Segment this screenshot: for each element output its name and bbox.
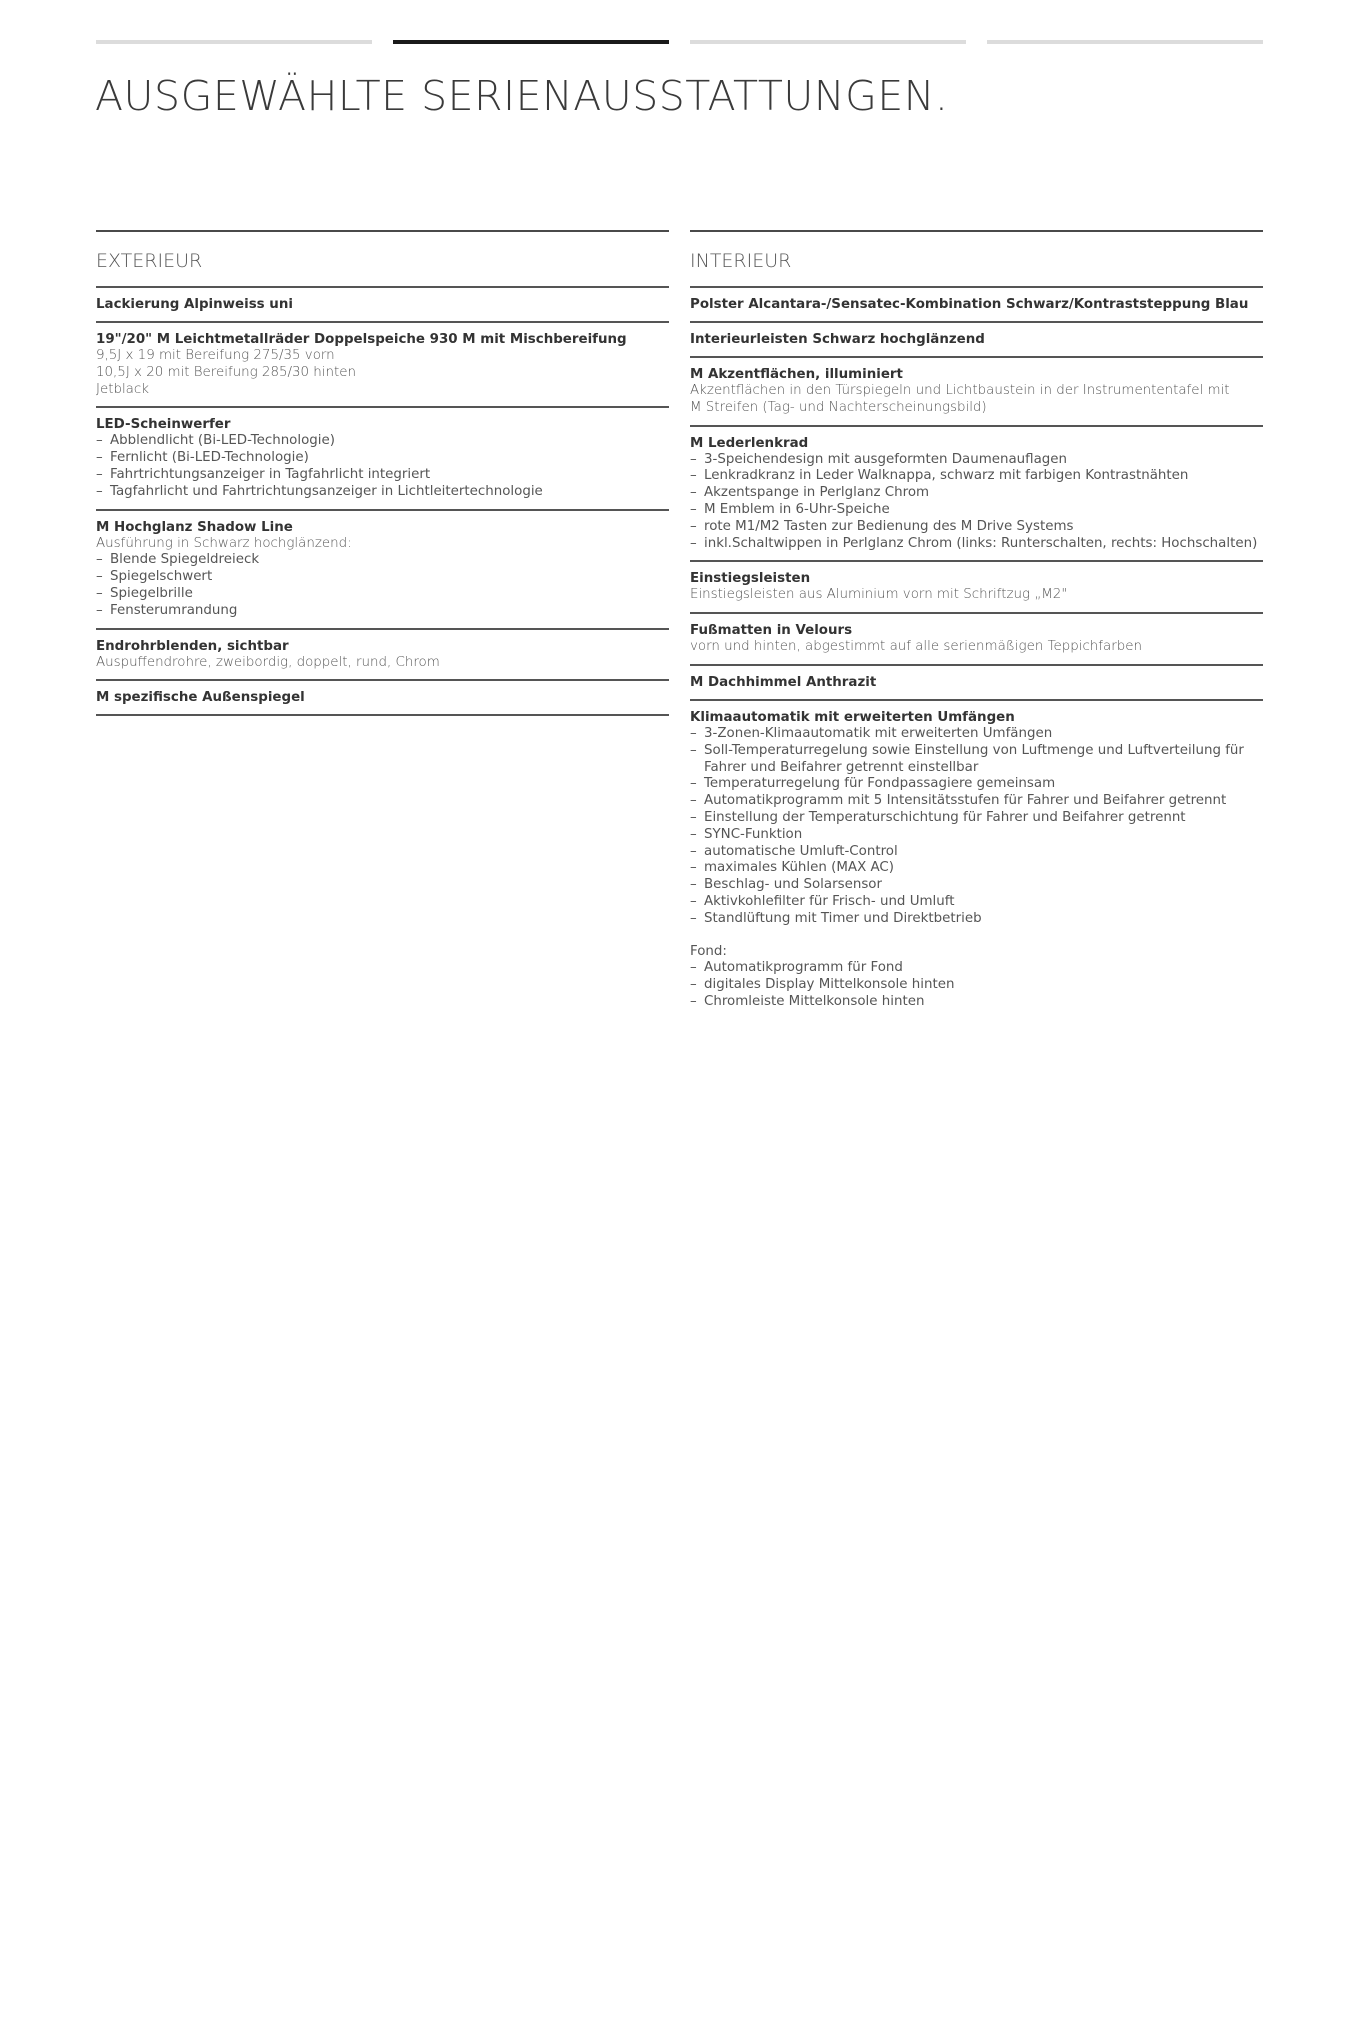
progress-segment (690, 40, 966, 44)
feature-detail: Jetblack (96, 381, 149, 397)
feature-title: 19"/20" M Leichtmetallräder Doppelspeiche 930 M mit Mischbereifung (96, 332, 627, 347)
feature-detail: Akzentflächen in den Türspiegeln und Lichtbaustein in der Instrumententafel mit (690, 383, 1230, 398)
feature-title: Interieurleisten Schwarz hochglänzend (690, 332, 985, 347)
feature-detail: vorn und hinten, abgestimmt auf alle serienmäßigen Teppichfarben (690, 639, 1142, 655)
feature-detail: Ausführung in Schwarz hochglänzend: (96, 535, 352, 551)
feature-bullet-list (96, 433, 669, 500)
fond-bullet: – Automatikprogramm für Fond (690, 960, 1263, 977)
progress-segment-active (393, 40, 669, 44)
fond-bullet-list (690, 960, 1263, 1010)
climate-bullet: – 3-Zonen-Klimaautomatik mit erweiterten Umfängen (690, 726, 1263, 743)
feature-item (690, 427, 1263, 563)
climate-bullet: – Aktivkohlefilter für Frisch- und Umluft (690, 894, 1263, 911)
feature-title: Einstiegsleisten (690, 571, 811, 587)
feature-bullet: – Abblendlicht (Bi-LED-Technologie) (96, 433, 669, 450)
fond-bullet: – Chromleiste Mittelkonsole hinten (690, 994, 1263, 1011)
feature-title: M Akzentflächen, illuminiert (690, 367, 903, 382)
feature-bullet: – Spiegelschwert (96, 569, 669, 586)
feature-detail: 10,5J x 20 mit Bereifung 285/30 hinten (96, 364, 356, 380)
feature-title: LED-Scheinwerfer (96, 417, 231, 433)
feature-detail: Einstiegsleisten aus Aluminium vorn mit Schriftzug „M2" (690, 587, 1068, 603)
fond-label: Fond: (690, 943, 727, 959)
page-title: AUSGEWÄHLTE SERIENAUSSTATTUNGEN. (95, 72, 949, 120)
feature-title: M Lederlenkrad (690, 435, 809, 451)
feature-item (690, 358, 1263, 427)
feature-title: Fußmatten in Velours (690, 623, 853, 639)
feature-bullet: – Akzentspange in Perlglanz Chrom (690, 485, 1263, 502)
feature-item (690, 288, 1263, 323)
feature-title: M Dachhimmel Anthrazit (690, 674, 877, 690)
feature-bullet: – Fensterumrandung (96, 603, 669, 620)
climate-bullet: – SYNC-Funktion (690, 827, 1263, 844)
feature-bullet: – rote M1/M2 Tasten zur Bedienung des M Drive Systems (690, 519, 1263, 536)
feature-bullet-list (690, 452, 1263, 553)
exterieur-column (96, 230, 669, 716)
feature-bullet: – inkl.Schaltwippen in Perlglanz Chrom (links: Runterschalten, rechts: Hochschalten) (690, 536, 1263, 553)
feature-bullet: – Fahrtrichtungsanzeiger in Tagfahrlicht integriert (96, 467, 669, 484)
climate-bullet: – Einstellung der Temperaturschichtung für Fahrer und Beifahrer getrennt (690, 810, 1263, 827)
feature-item (96, 630, 669, 682)
feature-title: M spezifische Außenspiegel (96, 690, 305, 706)
climate-bullet: – automatische Umluft-Control (690, 844, 1263, 861)
page-progress-indicator (96, 40, 1263, 45)
feature-item (96, 288, 669, 323)
feature-detail: M Streifen (Tag- und Nachterscheinungsbild) (690, 399, 987, 415)
feature-title: M Hochglanz Shadow Line (96, 519, 293, 535)
feature-bullet: – 3-Speichendesign mit ausgeformten Daumenauflagen (690, 452, 1263, 469)
feature-item (96, 511, 669, 630)
feature-detail: 9,5J x 19 mit Bereifung 275/35 vorn (96, 348, 335, 363)
feature-item (96, 323, 669, 408)
climate-bullet: – Temperaturregelung für Fondpassagiere gemeinsam (690, 776, 1263, 793)
climate-bullet: – maximales Kühlen (MAX AC) (690, 860, 1263, 877)
feature-bullet: – Spiegelbrille (96, 586, 669, 603)
feature-detail: Auspuffendrohre, zweibordig, doppelt, rund, Chrom (96, 654, 440, 670)
progress-segment (987, 40, 1263, 44)
interieur-column (690, 230, 1263, 1019)
feature-item (96, 408, 669, 510)
feature-title: Endrohrblenden, sichtbar (96, 638, 289, 654)
climate-bullet: – Beschlag- und Solarsensor (690, 877, 1263, 894)
feature-bullet: – Lenkradkranz in Leder Walknappa, schwarz mit farbigen Kontrastnähten (690, 468, 1263, 485)
progress-segment (96, 40, 372, 44)
feature-title: Lackierung Alpinweiss uni (96, 297, 293, 312)
climate-bullet: – Automatikprogramm mit 5 Intensitätsstufen für Fahrer und Beifahrer getrennt (690, 793, 1263, 810)
climate-title: Klimaautomatik mit erweiterten Umfängen (690, 709, 1015, 725)
climate-bullet-list (690, 726, 1263, 928)
exterieur-heading: EXTERIEUR (96, 232, 669, 288)
feature-item (690, 323, 1263, 358)
climate-item (690, 701, 1263, 1019)
climate-bullet: – Soll-Temperaturregelung sowie Einstellung von Luftmenge und Luftverteilung für Fahrer und Beifahrer getrennt einstellbar (690, 743, 1249, 777)
interieur-heading: INTERIEUR (690, 232, 1263, 288)
feature-bullet-list (96, 552, 669, 619)
feature-item (96, 681, 669, 716)
feature-item (690, 562, 1263, 614)
feature-title: Polster Alcantara-/Sensatec-Kombination Schwarz/Kontraststeppung Blau (690, 297, 1249, 312)
feature-bullet: – M Emblem in 6-Uhr-Speiche (690, 502, 1263, 519)
feature-bullet: – Tagfahrlicht und Fahrtrichtungsanzeiger in Lichtleitertechnologie (96, 484, 669, 501)
fond-bullet: – digitales Display Mittelkonsole hinten (690, 977, 1263, 994)
feature-bullet: – Blende Spiegeldreieck (96, 552, 669, 569)
climate-bullet: – Standlüftung mit Timer und Direktbetrieb (690, 911, 1263, 928)
feature-item (690, 666, 1263, 701)
feature-bullet: – Fernlicht (Bi-LED-Technologie) (96, 450, 669, 467)
feature-item (690, 614, 1263, 666)
